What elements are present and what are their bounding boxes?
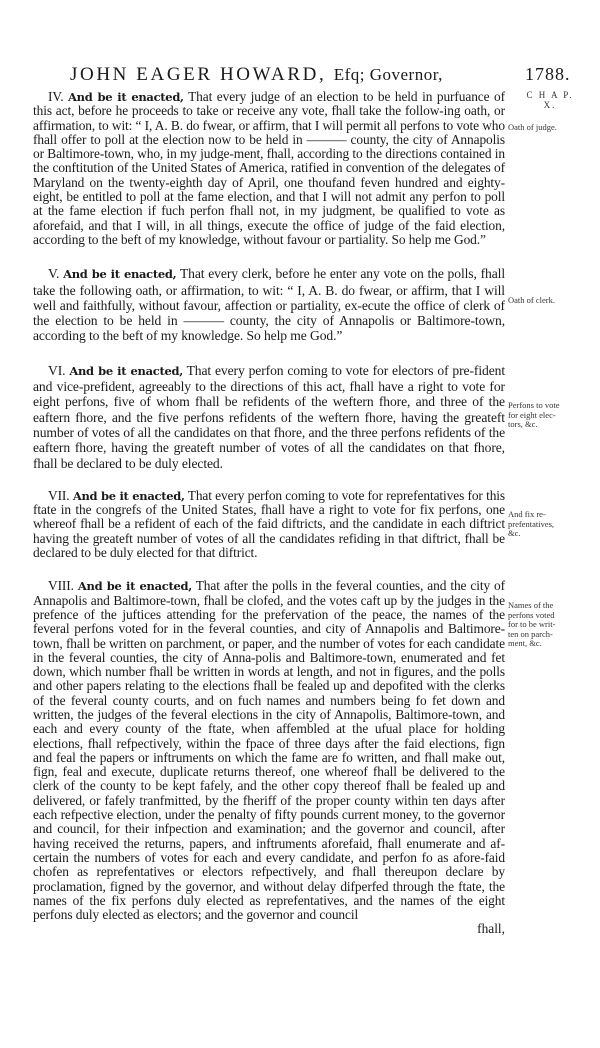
section-number: V. — [48, 266, 60, 282]
enacting-clause: And be it enacted, — [69, 363, 183, 378]
section-number: VIII. — [48, 578, 74, 594]
margin-note-oath-judge: Oath of judge. — [508, 122, 557, 132]
governor-title: Efq; Governor, — [333, 65, 443, 84]
section-text: That every perfon coming to vote for reprefentatives for this ftate in the congrefs of the United States, fhall have a right to vote for fix perfons, one whereof fhall be a refident of each of the faid diftricts, and the candidate in each diftrict having the greateft number of votes of all the candidates refiding in that diftrict, fhall be declared to be duly elected for that diftrict. — [33, 487, 506, 561]
margin-chap — [520, 91, 580, 110]
running-header — [0, 64, 600, 88]
section-v — [33, 266, 505, 343]
section-number: VII. — [48, 487, 70, 503]
section-vii — [33, 489, 505, 560]
margin-note-oath-clerk: Oath of clerk. — [508, 295, 555, 305]
margin-note-names-written: Names of the perfons voted for to be writ-ten on parch-ment, &c. — [508, 600, 556, 648]
enacting-clause: And be it enacted, — [68, 90, 184, 104]
header-title — [70, 64, 443, 86]
document-body — [33, 90, 505, 936]
section-text: That after the polls in the feveral counties, and the city of Annapolis and Baltimore-town, fhall be clofed, and the votes caft up by the judges in the prefence of the juftices attending for the prefervation of the peace, the names of the feveral perfons voted for in the feveral counties, and city of Annapolis and Baltimore-town, fhall be written on parchment, or paper, and the number of votes for each candidate in the feveral counties, the city of Anna-polis and Baltimore-town, enumerated and fet down, which number fhall be written in words at length, and not in figures, and the polls and other papers relating to the elections fhall be fealed up and depofited with the clerks of the feveral county courts, and on fuch names and numbers being fo fet down and written, the judges of the feveral elections in the city of Annapolis, Baltimore-town, and each and every county of the ftate, when affembled at the ufual place for holding elections, fhall refpectively, within the fpace of three days after the faid elections, fign and feal the papers or inftruments on which the fame are fo written, and fhall make out, fign, feal and execute, duplicate returns thereof, one whereof fhall be delivered to the clerk of the county to be kept fafely, and the other copy thereof fhall be fealed up and delivered, or fafely tranfmitted, by the fheriff of the proper county within ten days after each refpective election, under the penalty of fifty pounds current money, to the governor and council, for their infpection and examination; and the governor and council, after having received the returns, papers, and inftruments aforefaid, fhall enumerate and af-certain the numbers of votes for each and every candidate, and perfon fo as afore-faid chofen as reprefentatives or electors refpectively, and fhall thereupon declare by proclamation, figned by the governor, and without delay difperfed through the ftate, the names of the fix perfons duly elected as reprefentatives, and the names of the eight perfons duly elected as electors; and the governor and council — [33, 578, 506, 923]
header-year: 1788. — [525, 64, 571, 84]
section-text: That every judge of an election to be held in purfuance of this act, before he proceeds to take or receive any vote, fhall take the follow-ing oath, or affirmation, to wit: “ I, A. B. do fwear, or affirm, that I will permit all perfons to vote who fhall offer to poll at the election now to be held in ——— county, the city of Annapolis or Baltimore-town, who, in my judge-ment, fhall, according to the directions contained in the conftitution of the United States of America, ratified in convention of the delegates of Maryland on the twenty-eighth day of April, one thoufand feven hundred and eighty-eight, be entitled to poll at the fame election, and that I will not admit any perfon to poll at the fame election if fuch perfon fhall not, in my judgment, be qualified to vote as aforefaid, and that I will, in all things, execute the office of judge of the faid election, according to the beft of my knowledge, without favour or partiality. So help me God.” — [33, 89, 506, 247]
section-text: That every perfon coming to vote for electors of pre-fident and vice-prefident, agreeably to the directions of this act, fhall have a right to vote for eight perfons, five of whom fhall be refidents of the weftern fhore, and three of the eaftern fhore, and the five perfons refidents of the weftern fhore, having the greateft number of votes of all the candidates on that fhore, and the three perfons refidents of the eaftern fhore, having the greateft number of votes of all the candidates on that fhore, fhall be declared to be duly elected. — [33, 362, 505, 471]
governor-name: JOHN EAGER HOWARD, — [70, 64, 327, 85]
section-number: IV. — [48, 89, 64, 104]
section-text: That every clerk, before he enter any vote on the polls, fhall take the following oath, or affirmation, to wit: “ I, A. B. do fwear, or affirm, that I will well and faithfully, without favour, affection or partiality, ex-ecute the office of clerk of the election to be held in ——— county, the city of Annapolis or Baltimore-town, according to the beft of my knowledge. So help me God.” — [33, 266, 505, 344]
enacting-clause: And be it enacted, — [72, 488, 185, 503]
section-vi — [33, 363, 505, 471]
enacting-clause: And be it enacted, — [63, 267, 177, 282]
chap-number: X. — [543, 99, 557, 110]
margin-note-six-reps: And fix re-prefentatives, &c. — [508, 509, 555, 538]
section-viii — [33, 579, 505, 922]
catchword: fhall, — [477, 921, 505, 937]
chap-label: C H A P. — [526, 90, 574, 100]
section-iv — [33, 90, 505, 247]
margin-note-persons-vote: Perfons to vote for eight elec-tors, &c. — [508, 400, 560, 429]
enacting-clause: And be it enacted, — [77, 579, 192, 594]
section-number: VI. — [48, 362, 66, 378]
